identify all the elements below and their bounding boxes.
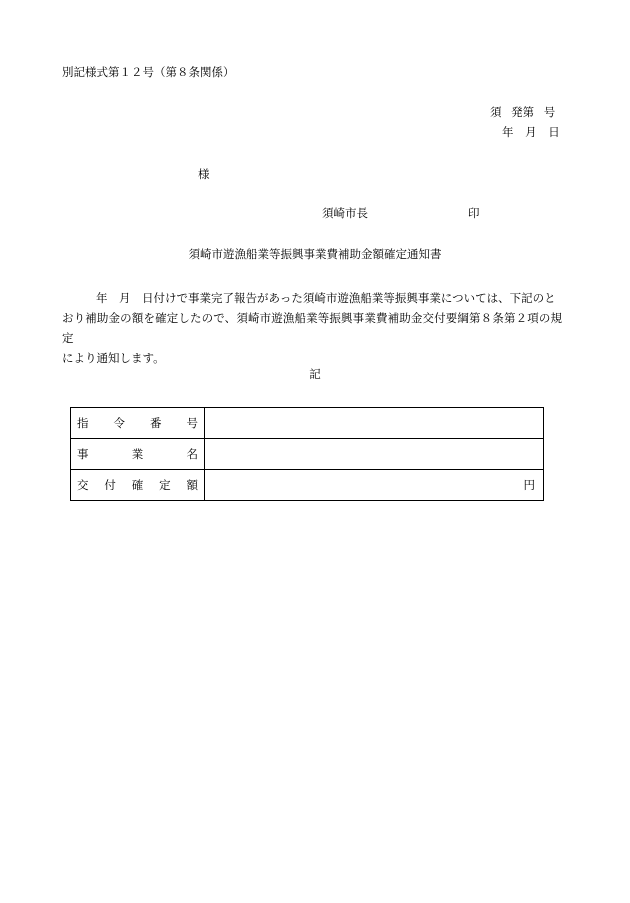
- addressee-honorific: 様: [198, 167, 210, 181]
- row-label-order-number: [71, 408, 205, 439]
- label-char: 番: [150, 416, 162, 430]
- table-row: [71, 439, 544, 470]
- body-line: により通知します。: [62, 351, 165, 365]
- ki-heading: 記: [309, 367, 321, 381]
- row-label-confirmed-amount: [71, 470, 205, 501]
- label-char: 事: [77, 447, 89, 461]
- body-paragraph: [62, 288, 562, 368]
- document-title: 須崎市遊漁船業等振興事業費補助金額確定通知書: [188, 247, 442, 261]
- label-char: 名: [186, 447, 198, 461]
- table-row: [71, 408, 544, 439]
- label-char: 付: [104, 478, 116, 492]
- body-line: おり補助金の額を確定したので、須崎市遊漁船業等振興事業費補助金交付要綱第８条第２項の規定: [62, 311, 562, 345]
- table-row: [71, 470, 544, 501]
- label-char: 確: [131, 478, 144, 492]
- label-char: 指: [77, 416, 89, 430]
- label-char: 令: [113, 416, 125, 430]
- body-line: 年 月 日付けで事業完了報告があった須崎市遊漁船業等振興事業については、下記のと: [96, 291, 556, 305]
- seal-mark: 印: [468, 206, 480, 220]
- row-label-project-name: [71, 439, 205, 470]
- form-number-label: 別記様式第１２号（第８条関係）: [62, 65, 235, 79]
- confirmed-amount-unit: 円: [205, 470, 544, 501]
- document-number: 須 発第 号: [490, 105, 556, 119]
- label-char: 定: [159, 478, 171, 492]
- document-date: 年 月 日: [502, 125, 560, 139]
- detail-table: [70, 407, 544, 501]
- label-char: 号: [186, 416, 198, 430]
- project-name-value: [205, 439, 544, 470]
- order-number-value: [205, 408, 544, 439]
- label-char: 業: [131, 447, 144, 461]
- label-char: 交: [77, 478, 89, 492]
- issuer-name: 須崎市長: [322, 206, 368, 220]
- label-char: 額: [186, 478, 198, 492]
